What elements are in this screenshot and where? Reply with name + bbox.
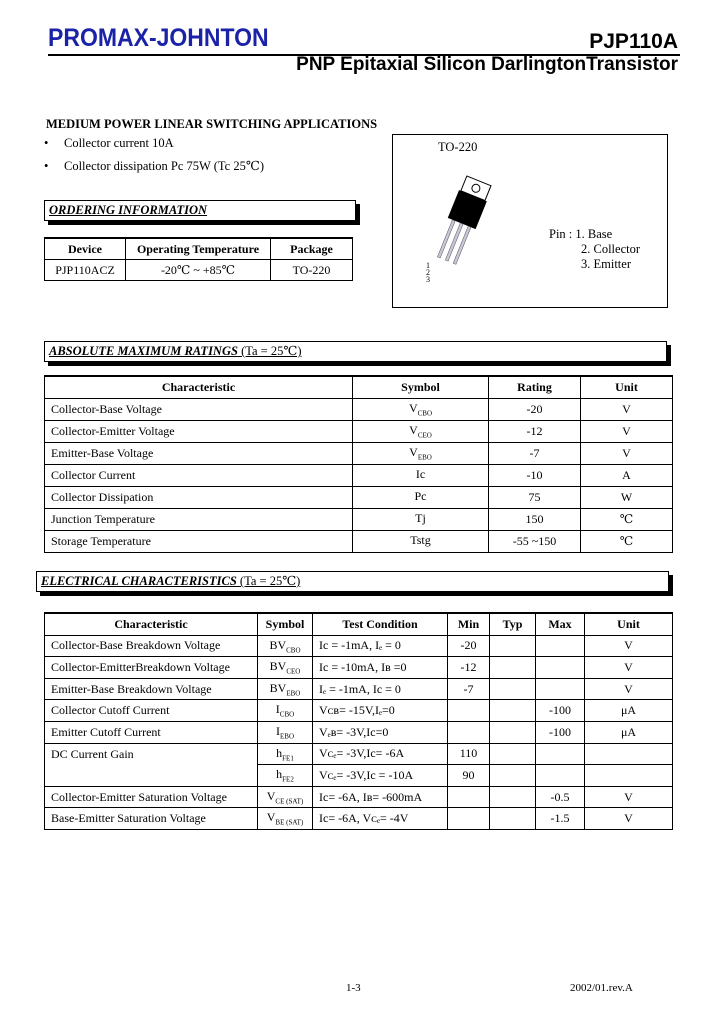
- table-row: [45, 509, 673, 531]
- table-cell-symbol: [258, 765, 313, 787]
- table-cell: 110: [448, 743, 490, 765]
- ordering-section-heading: ORDERING INFORMATION: [44, 200, 356, 221]
- table-cell-symbol: [353, 531, 489, 553]
- feature-item: [44, 136, 174, 151]
- table-header: Characteristic: [45, 376, 353, 399]
- table-header: Device: [45, 238, 126, 260]
- symbol-subscript: BE (SAT): [275, 818, 304, 827]
- table-cell-symbol: [353, 443, 489, 465]
- feature-text: Collector current 10A: [64, 136, 174, 150]
- symbol-subscript: CE (SAT): [275, 797, 304, 806]
- table-cell: -20℃ ~ +85℃: [126, 260, 271, 281]
- symbol-subscript: CBO: [279, 710, 295, 719]
- table-cell: Vᴄʙ= -15V,Iₑ=0: [313, 700, 448, 722]
- table-cell: V: [585, 786, 673, 808]
- table-cell: ℃: [581, 531, 673, 553]
- table-cell: V: [581, 443, 673, 465]
- table-header: Rating: [489, 376, 581, 399]
- symbol-subscript: EBO: [417, 453, 432, 462]
- table-cell: V: [581, 421, 673, 443]
- table-row: [45, 260, 353, 281]
- table-cell: -12: [448, 657, 490, 679]
- table-cell: Collector-Base Voltage: [45, 399, 353, 421]
- table-cell: -7: [448, 678, 490, 700]
- symbol-subscript: CEO: [286, 667, 301, 676]
- table-row: [45, 443, 673, 465]
- table-cell: [536, 678, 585, 700]
- symbol-text: V: [266, 788, 276, 803]
- table-cell: [490, 765, 536, 787]
- table-cell: [490, 786, 536, 808]
- table-cell: [536, 743, 585, 765]
- symbol-text: Pc: [414, 489, 427, 504]
- table-cell-symbol: [258, 743, 313, 765]
- pin-label: 1. Base: [575, 227, 613, 241]
- table-header: Characteristic: [45, 613, 258, 635]
- table-cell: ℃: [581, 509, 673, 531]
- table-cell-symbol: [353, 509, 489, 531]
- table-cell: -12: [489, 421, 581, 443]
- table-row: [45, 531, 673, 553]
- table-cell: [448, 700, 490, 722]
- table-header: Max: [536, 613, 585, 635]
- part-number: PJP110A: [589, 30, 678, 53]
- table-header: Test Condition: [313, 613, 448, 635]
- table-cell: Junction Temperature: [45, 509, 353, 531]
- table-cell: Vᴄₑ= -3V,Ic= -6A: [313, 743, 448, 765]
- table-row: [45, 635, 673, 657]
- lead-numbers: [426, 262, 430, 283]
- table-row: [45, 808, 673, 830]
- table-cell: Collector-Emitter Saturation Voltage: [45, 786, 258, 808]
- table-cell: -7: [489, 443, 581, 465]
- table-cell: Base-Emitter Saturation Voltage: [45, 808, 258, 830]
- symbol-text: Ic: [415, 467, 426, 482]
- table-row: [45, 743, 673, 765]
- table-cell: [536, 765, 585, 787]
- table-cell: [585, 765, 673, 787]
- symbol-text: I: [276, 724, 280, 739]
- symbol-text: V: [409, 423, 418, 438]
- table-cell: μA: [585, 721, 673, 743]
- symbol-text: BV: [269, 637, 287, 652]
- table-row: [45, 421, 673, 443]
- table-cell: 75: [489, 487, 581, 509]
- table-cell: [448, 808, 490, 830]
- table-row: [45, 657, 673, 679]
- table-row: [45, 786, 673, 808]
- table-cell: Collector-EmitterBreakdown Voltage: [45, 657, 258, 679]
- feature-text: Collector dissipation Pc 75W (Tc 25℃): [64, 159, 264, 173]
- page-number: 1-3: [346, 982, 361, 994]
- symbol-text: I: [275, 702, 280, 717]
- table-cell-symbol: [353, 465, 489, 487]
- table-row: [45, 678, 673, 700]
- abs-max-section-heading: ABSOLUTE MAXIMUM RATINGS (Ta = 25℃): [44, 341, 667, 362]
- table-cell: A: [581, 465, 673, 487]
- symbol-text: BV: [269, 680, 287, 695]
- table-row: [45, 721, 673, 743]
- table-cell-symbol: [258, 700, 313, 722]
- table-cell-symbol: [353, 399, 489, 421]
- table-cell: DC Current Gain: [45, 743, 258, 786]
- applications-heading: MEDIUM POWER LINEAR SWITCHING APPLICATIONS: [46, 117, 378, 131]
- table-cell: Emitter-Base Voltage: [45, 443, 353, 465]
- symbol-text: Tstg: [410, 533, 431, 548]
- symbol-text: h: [276, 767, 283, 782]
- table-cell-symbol: [258, 786, 313, 808]
- table-cell: Iₑ = -1mA, Ic = 0: [313, 678, 448, 700]
- table-cell-symbol: [258, 657, 313, 679]
- table-cell: V: [585, 808, 673, 830]
- table-cell: V: [585, 657, 673, 679]
- table-header: Unit: [585, 613, 673, 635]
- table-cell: Collector-Base Breakdown Voltage: [45, 635, 258, 657]
- symbol-subscript: CEO: [417, 431, 432, 440]
- table-cell: -0.5: [536, 786, 585, 808]
- absolute-max-ratings-table: [44, 375, 673, 553]
- table-cell-symbol: [258, 808, 313, 830]
- symbol-subscript: EBO: [280, 732, 294, 741]
- package-title: TO-220: [438, 140, 478, 154]
- table-cell: Emitter-Base Breakdown Voltage: [45, 678, 258, 700]
- table-cell: -10: [489, 465, 581, 487]
- revision-label: 2002/01.rev.A: [570, 982, 633, 994]
- table-cell-symbol: [258, 678, 313, 700]
- table-cell: -1.5: [536, 808, 585, 830]
- table-cell: Collector Dissipation: [45, 487, 353, 509]
- company-logo: PROMAX-JOHNTON: [48, 24, 269, 52]
- table-cell: Collector-Emitter Voltage: [45, 421, 353, 443]
- package-diagram-box: [392, 134, 668, 308]
- table-cell-symbol: [353, 487, 489, 509]
- table-cell: Vₑʙ= -3V,Ic=0: [313, 721, 448, 743]
- table-cell: -20: [489, 399, 581, 421]
- table-header: Symbol: [258, 613, 313, 635]
- table-header: Symbol: [353, 376, 489, 399]
- page-title: PNP Epitaxial Silicon DarlingtonTransistor: [296, 54, 678, 75]
- lead-number: 2: [426, 268, 430, 277]
- table-cell: W: [581, 487, 673, 509]
- table-cell: PJP110ACZ: [45, 260, 126, 281]
- table-cell: [490, 743, 536, 765]
- table-cell: [490, 700, 536, 722]
- table-cell: [490, 657, 536, 679]
- table-cell: [490, 678, 536, 700]
- table-cell-symbol: [258, 635, 313, 657]
- table-header: Package: [271, 238, 353, 260]
- table-cell: -55 ~150: [489, 531, 581, 553]
- symbol-text: V: [408, 401, 418, 416]
- pin-labels: [549, 227, 640, 272]
- pin-label: 3. Emitter: [581, 257, 631, 271]
- table-row: [45, 700, 673, 722]
- symbol-text: BV: [269, 659, 287, 674]
- table-cell: 150: [489, 509, 581, 531]
- table-cell: Storage Temperature: [45, 531, 353, 553]
- table-header: Typ: [490, 613, 536, 635]
- symbol-text: V: [409, 445, 418, 460]
- table-cell: [490, 721, 536, 743]
- pin-label-prefix: Pin :: [549, 227, 573, 241]
- symbol-subscript: EBO: [286, 689, 301, 698]
- table-cell: V: [581, 399, 673, 421]
- symbol-text: h: [276, 745, 283, 760]
- symbol-subscript: CBO: [417, 409, 433, 418]
- table-cell: Ic = -1mA, Iₑ = 0: [313, 635, 448, 657]
- table-row: [45, 487, 673, 509]
- table-row: [45, 399, 673, 421]
- table-header: Unit: [581, 376, 673, 399]
- table-cell: Ic= -6A, Iʙ= -600mA: [313, 786, 448, 808]
- table-cell: [448, 721, 490, 743]
- table-cell: Collector Cutoff Current: [45, 700, 258, 722]
- table-cell: TO-220: [271, 260, 353, 281]
- table-cell: [490, 808, 536, 830]
- table-cell: [536, 657, 585, 679]
- symbol-text: Tj: [415, 511, 426, 526]
- table-cell: V: [585, 635, 673, 657]
- bullet-icon: •: [44, 159, 49, 173]
- bullet-icon: •: [44, 136, 49, 150]
- electrical-characteristics-table: [44, 612, 673, 830]
- pin-label: 2. Collector: [581, 242, 641, 256]
- table-cell-symbol: [353, 421, 489, 443]
- symbol-subscript: CBO: [286, 646, 301, 655]
- table-cell: -100: [536, 700, 585, 722]
- table-cell-symbol: [258, 721, 313, 743]
- lead-number: 1: [426, 261, 430, 270]
- lead-number: 3: [426, 275, 430, 284]
- table-cell: Emitter Cutoff Current: [45, 721, 258, 743]
- electrical-section-heading: ELECTRICAL CHARACTERISTICS (Ta = 25℃): [36, 571, 669, 592]
- symbol-text: V: [266, 810, 276, 825]
- table-cell: [490, 635, 536, 657]
- table-cell: Ic = -10mA, Iʙ =0: [313, 657, 448, 679]
- ordering-table: [44, 237, 353, 281]
- table-cell: Vᴄₑ= -3V,Ic = -10A: [313, 765, 448, 787]
- table-header: Operating Temperature: [126, 238, 271, 260]
- table-cell: -20: [448, 635, 490, 657]
- symbol-subscript: FE1: [282, 754, 294, 763]
- table-header: Min: [448, 613, 490, 635]
- table-cell: [448, 786, 490, 808]
- table-cell: Collector Current: [45, 465, 353, 487]
- table-cell: Ic= -6A, Vᴄₑ= -4V: [313, 808, 448, 830]
- table-cell: V: [585, 678, 673, 700]
- table-row: [45, 465, 673, 487]
- table-cell: -100: [536, 721, 585, 743]
- table-cell: [536, 635, 585, 657]
- feature-item: [44, 158, 264, 174]
- table-cell: [585, 743, 673, 765]
- table-cell: μA: [585, 700, 673, 722]
- symbol-subscript: FE2: [282, 775, 294, 784]
- table-cell: 90: [448, 765, 490, 787]
